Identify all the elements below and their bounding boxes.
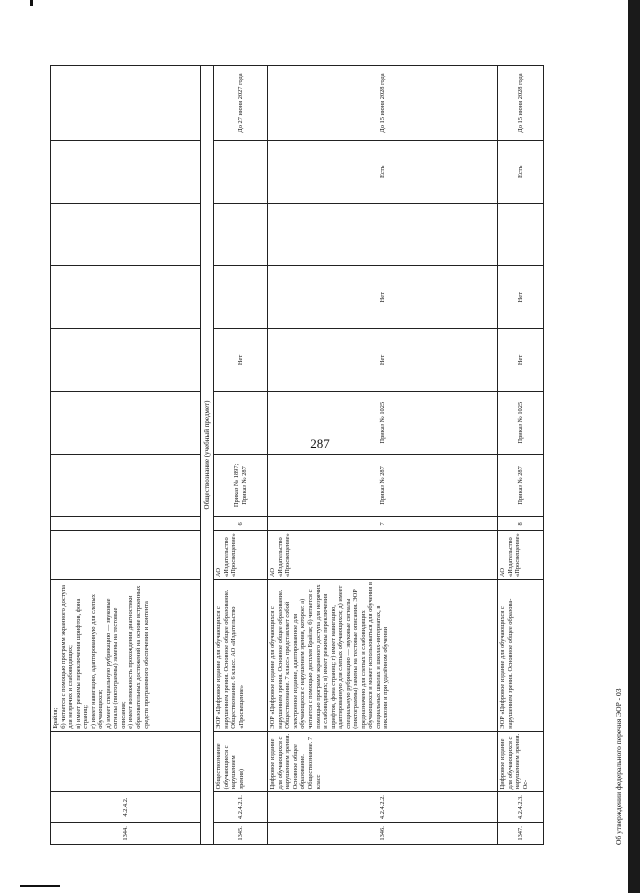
row-flag1: [51, 329, 201, 392]
table-row: [498, 66, 544, 845]
row-code: 4.2.4.2.1.: [214, 792, 268, 822]
row-grade: 8: [498, 517, 544, 531]
row-date: [51, 66, 201, 141]
row-publisher: АО «Издательство «Просвещение»: [268, 531, 498, 580]
row-code: 4.2.4.2.2.: [268, 792, 498, 822]
scan-edge-right: [628, 0, 640, 893]
table-row: [51, 66, 201, 845]
row-description: ЭОР «Цифровое издание для обучающихся с нарушением зрения. Основное общее образование. Обществознание. 7 класс» представляет собой электронное издание, адаптированное для обучающихся с нарушением зрения, которое: а) читается с помощью дисплея Брайля; б) читается с помощью программ экранного доступа для незрячих и слабовидящих; в) имеет режимы переключения шрифтов, фона страниц; г) имеет навигацию, адаптированную для слепых обучающихся; д) имеет специальную рубрикацию — звуковые сигналы (пиктограммы) замены на тестовые описания. ЭОР предназначено для слепых и слабовидящих обучающихся и может использоваться для обучения в специальных школах и школах-интернатах, в инклюзии и при удалённом обучении: [268, 579, 498, 731]
row-number: 1345.: [214, 822, 268, 844]
row-flag1: Нет: [268, 329, 498, 392]
row-code: 4.2.4.2.3.: [498, 792, 544, 822]
row-flag4: [51, 140, 201, 203]
row-flag1: Нет: [498, 329, 544, 392]
row-name: Цифровое издание для обучающихся с нарушением зрения. Ос-: [498, 731, 544, 792]
row-publisher: АО «Издательство «Просвещение»: [214, 531, 268, 580]
row-order2: Приказ № 1025: [268, 391, 498, 454]
eor-table: [50, 65, 544, 845]
row-publisher: АО «Издательство «Просвещение»: [498, 531, 544, 580]
row-name: [51, 731, 201, 792]
rotated-page-content: [50, 65, 623, 845]
row-order: [51, 454, 201, 517]
row-publisher: [51, 531, 201, 580]
row-name: Цифровое издание для обучающихся с нарушением зрения. Основное общее образование. Обществознание. 7 класс: [268, 731, 498, 792]
row-grade: 6: [214, 517, 268, 531]
row-flag2: [51, 266, 201, 329]
table-row: [268, 66, 498, 845]
row-flag2: Нет: [268, 266, 498, 329]
row-flag3: [51, 203, 201, 266]
row-order: Приказ № 1897; Приказ № 287: [214, 454, 268, 517]
row-flag4: Есть: [268, 140, 498, 203]
row-date: До 27 июня 2027 года: [214, 66, 268, 141]
row-flag3: [498, 203, 544, 266]
row-description: ЭОР «Цифровое издание для обучающихся с нарушением зрения. Основное общее образование. Обществознание. 6 класс. АО «Издательство «Просвещение»: [214, 579, 268, 731]
row-grade: [51, 517, 201, 531]
row-date: До 15 июня 2028 года: [498, 66, 544, 141]
scan-mark-top: [30, 0, 33, 6]
row-order: Приказ № 287: [268, 454, 498, 517]
footer-note: Об утверждении федерального перечня ЭОР - 03: [614, 688, 623, 845]
row-number: 1344.: [51, 822, 201, 844]
row-flag2: [214, 266, 268, 329]
page-number: 287: [310, 436, 330, 451]
row-order2: [51, 391, 201, 454]
row-code: 4.2.4.2.: [51, 792, 201, 822]
row-flag4: Есть: [498, 140, 544, 203]
row-number: 1346.: [268, 822, 498, 844]
row-description: ЭОР «Цифровое издание для обучающихся с нарушением зрения. Основное общее образова-: [498, 579, 544, 731]
table-row: [214, 66, 268, 845]
row-grade: 7: [268, 517, 498, 531]
row-number: 1347.: [498, 822, 544, 844]
row-flag2: Нет: [498, 266, 544, 329]
row-flag3: [214, 203, 268, 266]
row-date: До 15 июня 2028 года: [268, 66, 498, 141]
row-description: Брайля; б) читается с помощью программ экранного доступа для незрячих и слабовидящих; в) имеет режимы переключения шрифтов, фона страниц; г) имеет навигацию, адаптированную для слепых обучающихся; д) имеет специальную рубрикацию — звуковые сигналы (пиктограммы) замены на тестовые описания; e) имеет возможность прохождения диагностики образовательных достижений на основе встроенных средств программного обеспечения и контента: [51, 579, 201, 731]
scan-mark-bottom: [20, 885, 60, 887]
section-label: Обществознание (учебный предмет): [201, 66, 214, 845]
row-flag3: [268, 203, 498, 266]
row-order: Приказ № 287: [498, 454, 544, 517]
row-order2: Приказ № 1025: [498, 391, 544, 454]
row-name: Обществознание (обучающиеся с нарушением зрения): [214, 731, 268, 792]
row-flag1: Нет: [214, 329, 268, 392]
row-order2: [214, 391, 268, 454]
section-row: [201, 66, 214, 845]
row-flag4: [214, 140, 268, 203]
